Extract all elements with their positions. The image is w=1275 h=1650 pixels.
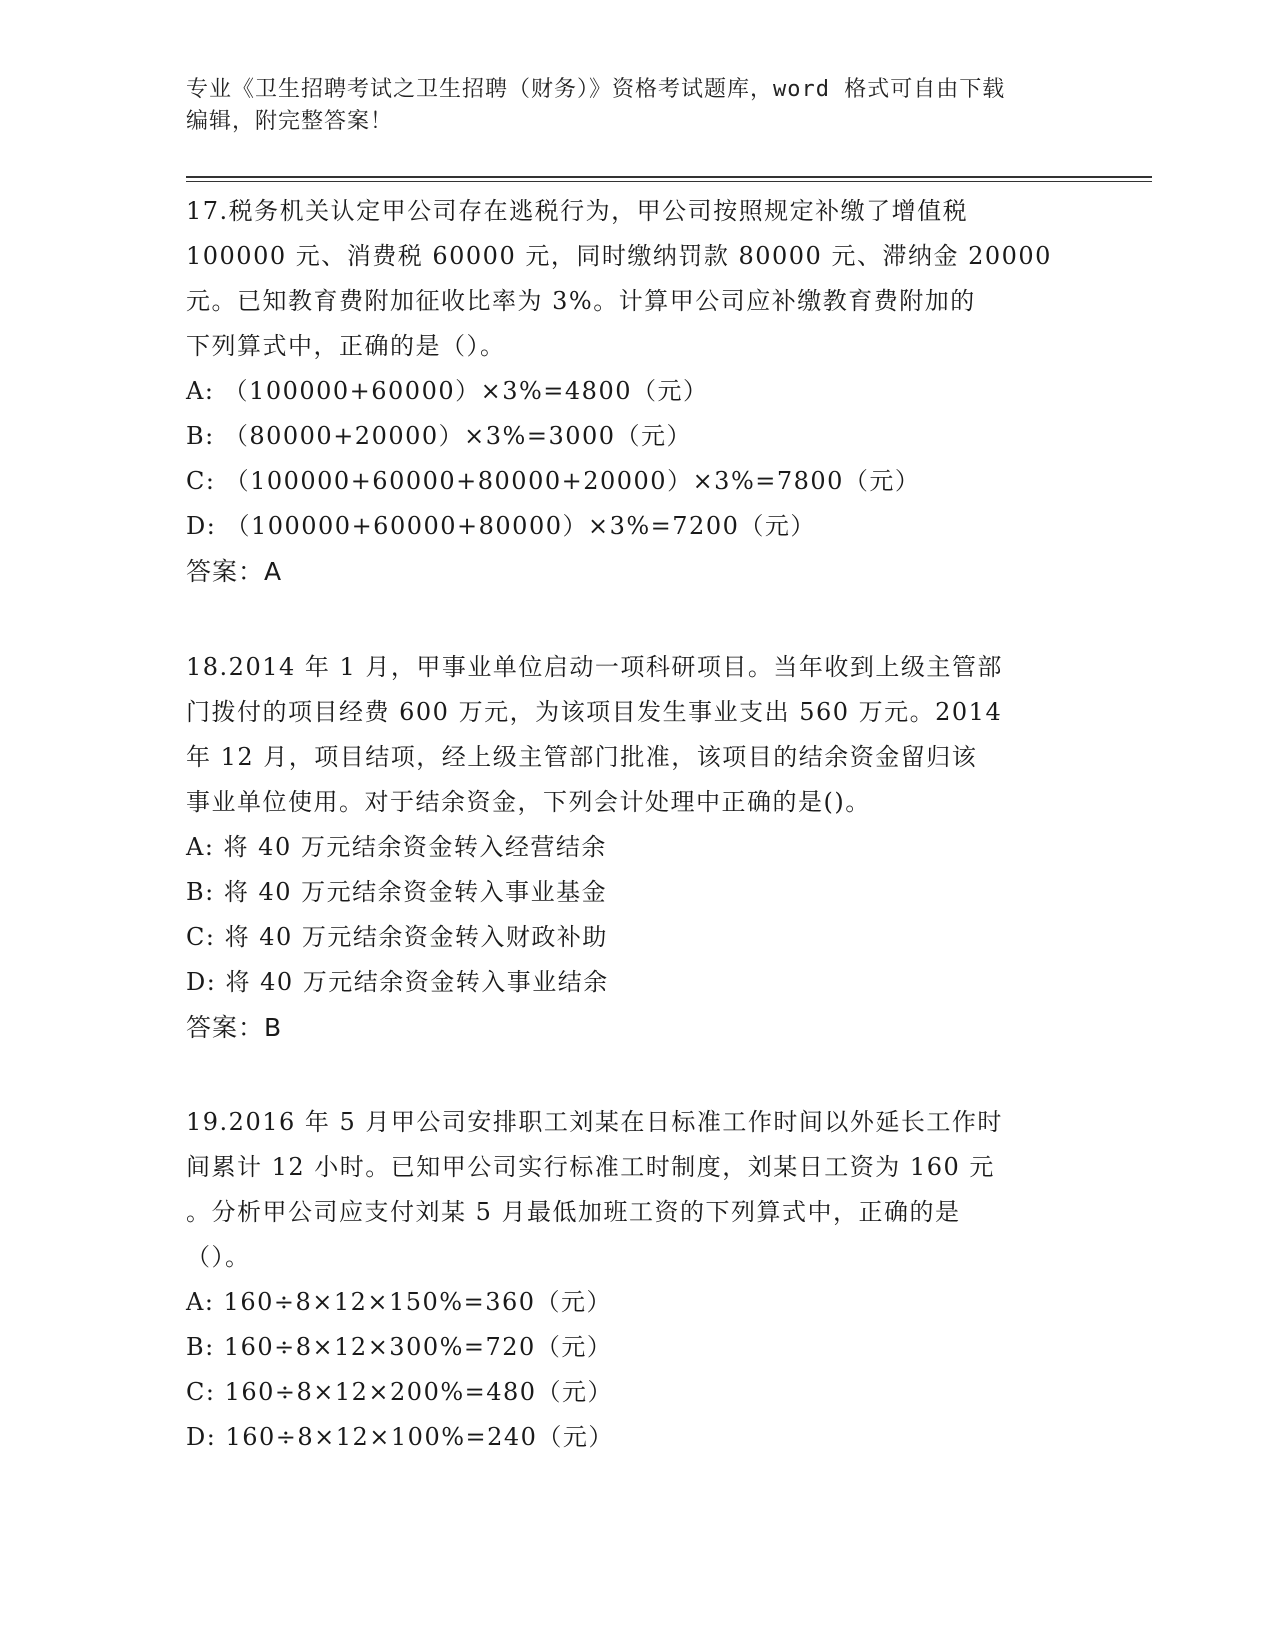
option-d: D: 160÷8×12×100%=240（元） <box>186 1423 614 1451</box>
answer-label: 答案：A <box>186 557 283 586</box>
question-17 <box>186 189 1086 594</box>
stem-line: 17.税务机关认定甲公司存在逃税行为，甲公司按照规定补缴了增值税 <box>186 197 969 225</box>
header-line-2: 编辑，附完整答案！ <box>186 109 394 134</box>
option-a: A: 将 40 万元结余资金转入经营结余 <box>186 833 607 861</box>
stem-line: 。分析甲公司应支付刘某 5 月最低加班工资的下列算式中，正确的是 <box>186 1198 961 1226</box>
stem-line: （）。 <box>186 1243 251 1271</box>
option-c: C: 将 40 万元结余资金转入财政补助 <box>186 923 608 951</box>
question-stem <box>186 645 1086 825</box>
stem-line: 100000 元、消费税 60000 元，同时缴纳罚款 80000 元、滞纳金 20000 <box>186 242 1052 270</box>
option-a: A: 160÷8×12×150%=360（元） <box>186 1288 613 1316</box>
stem-line: 事业单位使用。对于结余资金，下列会计处理中正确的是()。 <box>186 788 871 816</box>
header-divider-thick <box>186 176 1152 178</box>
stem-line: 年 12 月，项目结项，经上级主管部门批准，该项目的结余资金留归该 <box>186 743 978 771</box>
option-c: C: 160÷8×12×200%=480（元） <box>186 1378 614 1406</box>
option-b: B: 160÷8×12×300%=720（元） <box>186 1333 613 1361</box>
question-stem <box>186 189 1086 369</box>
option-d: D: （100000+60000+80000）×3%=7200（元） <box>186 512 816 540</box>
question-stem <box>186 1100 1086 1280</box>
option-b: B: 将 40 万元结余资金转入事业基金 <box>186 878 608 906</box>
stem-line: 18.2014 年 1 月，甲事业单位启动一项科研项目。当年收到上级主管部 <box>186 653 1003 681</box>
option-b: B: （80000+20000）×3%=3000（元） <box>186 422 693 450</box>
option-a: A: （100000+60000）×3%=4800（元） <box>186 377 709 405</box>
option-d: D: 将 40 万元结余资金转入事业结余 <box>186 968 609 996</box>
option-c: C: （100000+60000+80000+20000）×3%=7800（元） <box>186 467 921 495</box>
stem-line: 19.2016 年 5 月甲公司安排职工刘某在日标准工作时间以外延长工作时 <box>186 1108 1003 1136</box>
stem-line: 间累计 12 小时。已知甲公司实行标准工时制度，刘某日工资为 160 元 <box>186 1153 995 1181</box>
question-19 <box>186 1100 1086 1460</box>
document-header <box>186 74 1086 138</box>
question-18 <box>186 645 1086 1050</box>
answer-label: 答案：B <box>186 1013 283 1042</box>
header-divider-thin <box>186 181 1152 182</box>
stem-line: 下列算式中，正确的是（）。 <box>186 332 506 360</box>
stem-line: 元。已知教育费附加征收比率为 3%。计算甲公司应补缴教育费附加的 <box>186 287 976 315</box>
header-line-1: 专业《卫生招聘考试之卫生招聘（财务）》资格考试题库，word 格式可自由下载 <box>186 77 1006 102</box>
stem-line: 门拨付的项目经费 600 万元，为该项目发生事业支出 560 万元。2014 <box>186 698 1003 726</box>
